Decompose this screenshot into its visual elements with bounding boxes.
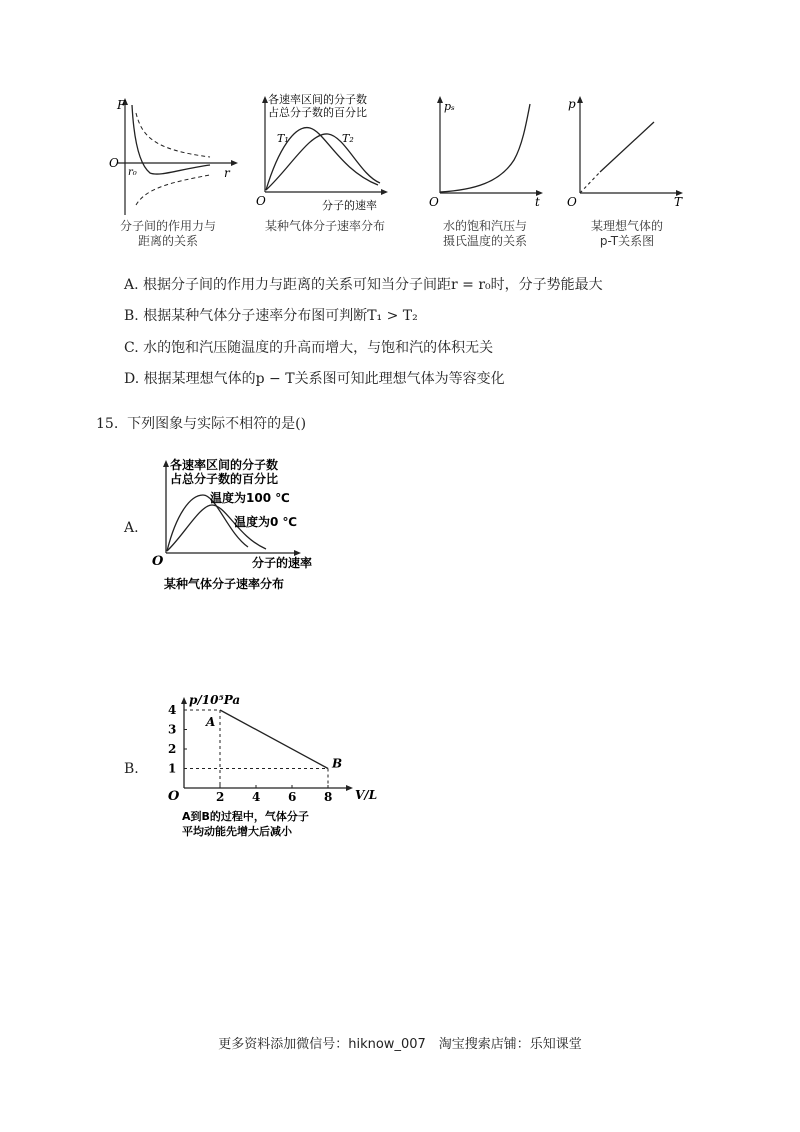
curve-hot-label: 温度为100 ℃ — [210, 491, 290, 505]
option-a-graph — [148, 455, 348, 595]
origin-label: O — [429, 195, 439, 209]
origin-label: O — [109, 156, 119, 170]
curve-cold-label: 温度为0 ℃ — [234, 515, 298, 529]
axis-y-label: p — [568, 97, 576, 111]
svg-text:占总分子数的百分比: 占总分子数的百分比 — [268, 106, 367, 119]
curve-t2-label: T₂ — [342, 132, 354, 145]
y-axis-label: p/10⁵Pa — [189, 693, 241, 707]
y-tick-label: 4 — [168, 703, 177, 717]
figure2-caption: 某种气体分子速率分布 — [264, 219, 385, 233]
axis-x-label: r — [224, 166, 230, 180]
origin-label: O — [168, 789, 180, 804]
y-tick-label: 1 — [168, 761, 177, 776]
option-b-label: B. — [124, 761, 139, 777]
x-tick-label: 8 — [324, 790, 333, 804]
x-tick-label: 6 — [288, 790, 297, 804]
r0-label: r₀ — [128, 167, 137, 178]
figure1-caption: 分子间的作用力与 距离的关系 — [119, 219, 216, 248]
option-b-14: B. 根据某种气体分子速率分布图可判断T₁ > T₂ — [124, 308, 418, 324]
point-b-label: B — [332, 756, 343, 771]
x-tick-label: 2 — [216, 790, 225, 804]
option-d-14: D. 根据某理想气体的p − T关系图可知此理想气体为等容变化 — [124, 371, 505, 387]
axis-y-label: F — [117, 98, 126, 112]
curve-t1-label: T₁ — [277, 132, 289, 145]
series-line-ab — [220, 710, 328, 769]
origin-label: O — [567, 195, 577, 209]
origin-label: O — [256, 194, 266, 208]
axis-x-label: t — [535, 195, 540, 209]
x-axis-label: 分子的速率 — [252, 556, 313, 570]
figure3-caption: 水的饱和汽压与 摄氏温度的关系 — [442, 219, 527, 248]
caption-line-1: A到B的过程中，气体分子 — [182, 810, 309, 823]
question-15: 15. 下列图象与实际不相符的是() — [96, 416, 307, 432]
force-distance-graph — [100, 95, 250, 220]
x-axis-label: V/L — [355, 788, 378, 802]
svg-text:各速率区间的分子数: 各速率区间的分子数 — [170, 458, 279, 472]
vapor-pressure-graph — [420, 90, 550, 215]
origin-label: O — [152, 554, 164, 569]
x-tick-label: 4 — [252, 790, 261, 804]
option-a-label: A. — [124, 520, 139, 536]
footer-watermark: 更多资料添加微信号：hiknow_007 淘宝搜索店铺：乐知课堂 — [218, 1037, 582, 1052]
y-tick-label: 2 — [168, 742, 177, 756]
p-t-graph — [562, 90, 692, 215]
speed-distribution-graph — [250, 90, 400, 215]
svg-text:占总分子数的百分比: 占总分子数的百分比 — [170, 472, 279, 486]
axis-y-label: pₛ — [444, 100, 455, 113]
point-a-label: A — [206, 715, 216, 729]
option-c-14: C. 水的饱和汽压随温度的升高而增大，与饱和汽的体积无关 — [124, 340, 494, 356]
y-tick-label: 3 — [168, 722, 177, 737]
caption: 某种气体分子速率分布 — [164, 577, 285, 591]
figure4-caption: 某理想气体的 p-T关系图 — [590, 219, 663, 248]
axis-x-label: T — [674, 195, 683, 209]
option-b-graph — [162, 690, 378, 850]
caption-line-2: 平均动能先增大后减小 — [182, 825, 292, 838]
x-axis-label: 分子的速率 — [322, 199, 377, 212]
svg-text:各速率区间的分子数: 各速率区间的分子数 — [268, 93, 367, 106]
option-a-14: A. 根据分子间的作用力与距离的关系可知当分子间距r = r₀时，分子势能最大 — [124, 277, 603, 293]
